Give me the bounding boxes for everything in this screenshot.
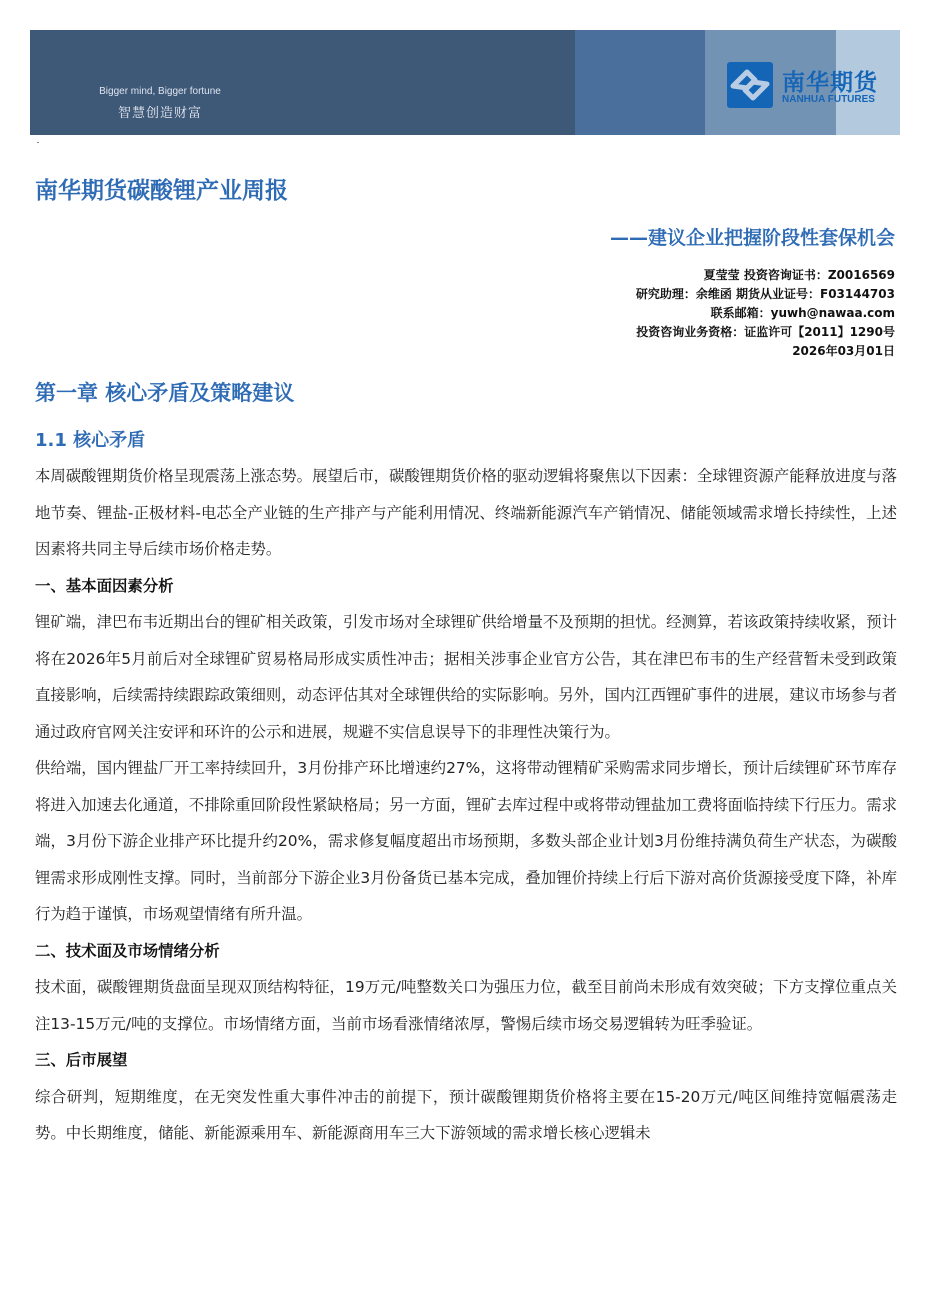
analyst-credential: 夏莹莹 投资咨询证书：Z0016569 xyxy=(703,268,895,282)
contact-email: 联系邮箱：yuwh@nawaa.com xyxy=(710,306,895,320)
paragraph-outlook: 综合研判，短期维度，在无突发性重大事件冲击的前提下，预计碳酸锂期货价格将主要在15-20万元/吨区间维持宽幅震荡走势。中长期维度，储能、新能源乘用车、新能源商用车三大下游领域的需求增长核心逻辑未 xyxy=(35,1087,897,1142)
slogan-chinese: 智慧创造财富 xyxy=(117,106,202,121)
subsection-heading-technical: 二、技术面及市场情绪分析 xyxy=(35,941,220,960)
license-info: 投资咨询业务资格：证监许可【2011】1290号 xyxy=(636,325,895,339)
paragraph-lithium-mine: 锂矿端，津巴布韦近期出台的锂矿相关政策，引发市场对全球锂矿供给增量不及预期的担忧。经测算，若该政策持续收紧，预计将在2026年5月前后对全球锂矿贸易格局形成实质性冲击；据相关涉事企业官方公告，其在津巴布韦的生产经营暂未受到政策直接影响，后续需持续跟踪政策细则，动态评估其对全球锂供给的实际影响。另外，国内江西锂矿事件的进展，建议市场参与者通过政府官网关注安评和环许的公示和进展，规避不实信息误导下的非理性决策行为。 xyxy=(35,613,897,741)
paragraph-supply-demand: 供给端，国内锂盐厂开工率持续回升，3月份排产环比增速约27%，这将带动锂精矿采购需求同步增长，预计后续锂矿环节库存将进入加速去化通道，不排除重回阶段性紧缺格局；另一方面，锂矿去库过程中或将带动锂盐加工费将面临持续下行压力。需求端，3月份下游企业排产环比提升约20%，需求修复幅度超出市场预期，多数头部企业计划3月份维持满负荷生产状态，为碳酸锂需求形成刚性支撑。同时，当前部分下游企业3月份备货已基本完成，叠加锂价持续上行后下游对高价货源接受度下降，补库行为趋于谨慎，市场观望情绪有所升温。 xyxy=(35,759,897,923)
nanhua-logo-icon xyxy=(727,62,773,108)
header-banner xyxy=(30,30,900,135)
author-info xyxy=(636,266,895,361)
chapter-title: 第一章 核心矛盾及策略建议 xyxy=(35,381,295,405)
banner-stripe xyxy=(575,30,705,135)
report-subtitle: ——建议企业把握阶段性套保机会 xyxy=(609,227,895,249)
report-title: 南华期货碳酸锂产业周报 xyxy=(35,178,288,204)
report-body xyxy=(35,458,897,1152)
report-date: 2026年03月01日 xyxy=(792,344,895,358)
slogan-english: Bigger mind, Bigger fortune xyxy=(99,86,221,97)
stray-mark xyxy=(37,142,39,143)
assistant-credential: 研究助理：余维函 期货从业证号：F03144703 xyxy=(635,287,895,301)
logo-text-english: NANHUA FUTURES xyxy=(782,94,875,105)
logo-text-chinese: 南华期货 xyxy=(782,70,878,96)
subsection-heading-fundamentals: 一、基本面因素分析 xyxy=(35,576,174,595)
paragraph-technical: 技术面，碳酸锂期货盘面呈现双顶结构特征，19万元/吨整数关口为强压力位，截至目前尚未形成有效突破；下方支撑位重点关注13-15万元/吨的支撑位。市场情绪方面，当前市场看涨情绪浓厚，警惕后续市场交易逻辑转为旺季验证。 xyxy=(35,978,897,1033)
intro-paragraph: 本周碳酸锂期货价格呈现震荡上涨态势。展望后市，碳酸锂期货价格的驱动逻辑将聚焦以下因素：全球锂资源产能释放进度与落地节奏、锂盐-正极材料-电芯全产业链的生产排产与产能利用情况、终端新能源汽车产销情况、储能领域需求增长持续性，上述因素将共同主导后续市场价格走势。 xyxy=(35,467,897,558)
section-title: 1.1 核心矛盾 xyxy=(35,430,146,451)
subsection-heading-outlook: 三、后市展望 xyxy=(35,1051,128,1069)
